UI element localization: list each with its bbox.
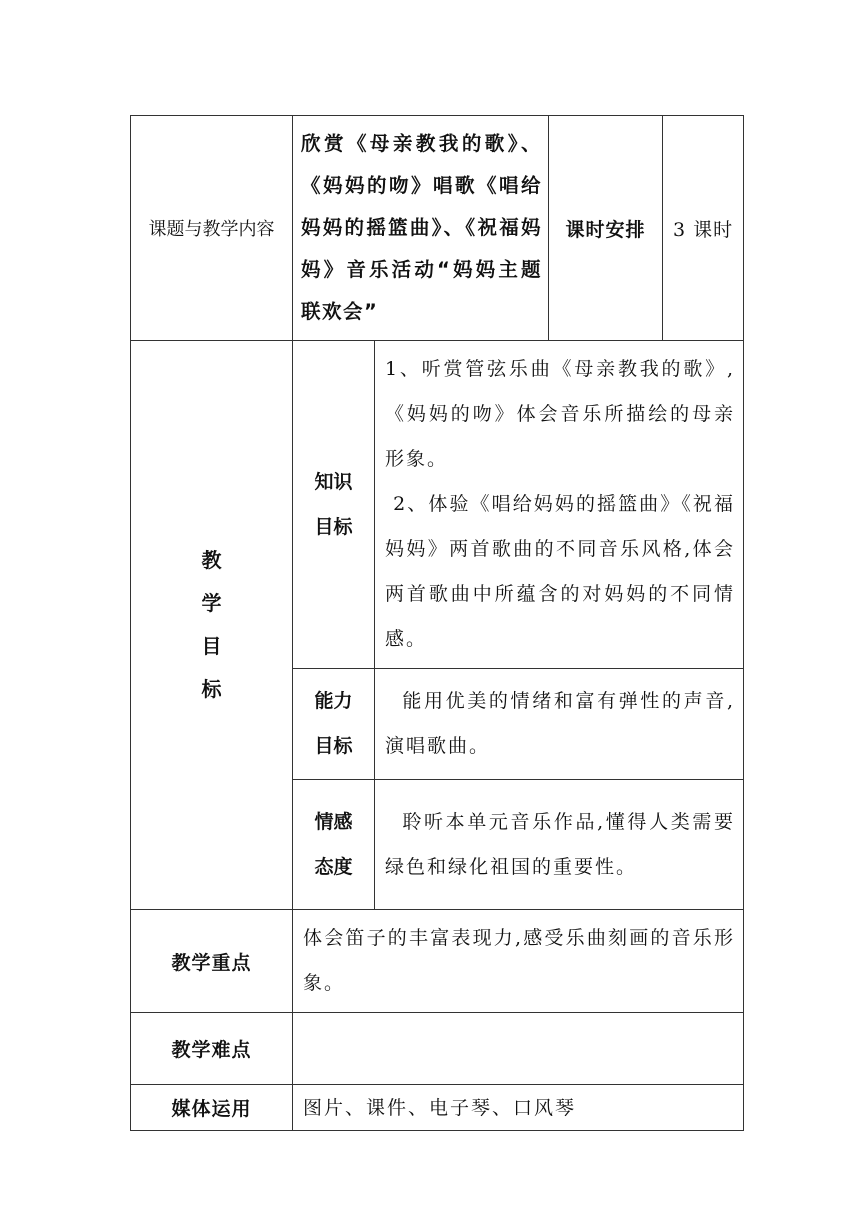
ability-label (293, 669, 375, 780)
knowledge-row (131, 341, 744, 669)
knowledge-label-line: 目标 (314, 515, 353, 538)
objectives-label-char: 目 (201, 634, 222, 658)
attitude-label-line: 态度 (314, 855, 353, 878)
attitude-content: 聆听本单元音乐作品,懂得人类需要绿色和绿化祖国的重要性。 (375, 780, 744, 910)
schedule-value: 3 课时 (663, 116, 744, 341)
schedule-label: 课时安排 (549, 116, 663, 341)
difficulty-row (131, 1013, 744, 1085)
knowledge-content (375, 341, 744, 669)
objectives-label-char: 教 (201, 548, 222, 572)
objectives-label-char: 标 (201, 677, 222, 701)
attitude-label (293, 780, 375, 910)
ability-label-line: 目标 (314, 735, 353, 757)
difficulty-label: 教学难点 (131, 1013, 293, 1085)
knowledge-label (293, 341, 375, 669)
attitude-label-line: 情感 (314, 810, 353, 833)
knowledge-item: 2、体验《唱给妈妈的摇篮曲》《祝福妈妈》两首歌曲的不同音乐风格,体会两首歌曲中所蕴含的对妈妈的不同情感。 (385, 493, 736, 650)
media-row (131, 1085, 744, 1131)
knowledge-label-line: 知识 (314, 470, 353, 493)
ability-label-line: 能力 (314, 690, 353, 712)
topic-content: 欣赏《母亲教我的歌》、《妈妈的吻》唱歌《唱给妈妈的摇篮曲》、《祝福妈妈》音乐活动“妈妈主题联欢会” (293, 116, 549, 341)
key-point-content: 体会笛子的丰富表现力,感受乐曲刻画的音乐形象。 (293, 910, 744, 1013)
key-point-row (131, 910, 744, 1013)
key-point-label: 教学重点 (131, 910, 293, 1013)
topic-row (131, 116, 744, 341)
lesson-plan-table (130, 115, 744, 1131)
difficulty-content (293, 1013, 744, 1085)
topic-label: 课题与教学内容 (131, 116, 293, 341)
media-label: 媒体运用 (131, 1085, 293, 1131)
knowledge-item: 1、听赏管弦乐曲《母亲教我的歌》,《妈妈的吻》体会音乐所描绘的母亲形象。 (385, 358, 736, 470)
objectives-label (131, 341, 293, 910)
objectives-label-char: 学 (201, 591, 222, 615)
ability-content: 能用优美的情绪和富有弹性的声音,演唱歌曲。 (375, 669, 744, 780)
media-content: 图片、课件、电子琴、口风琴 (293, 1085, 744, 1131)
